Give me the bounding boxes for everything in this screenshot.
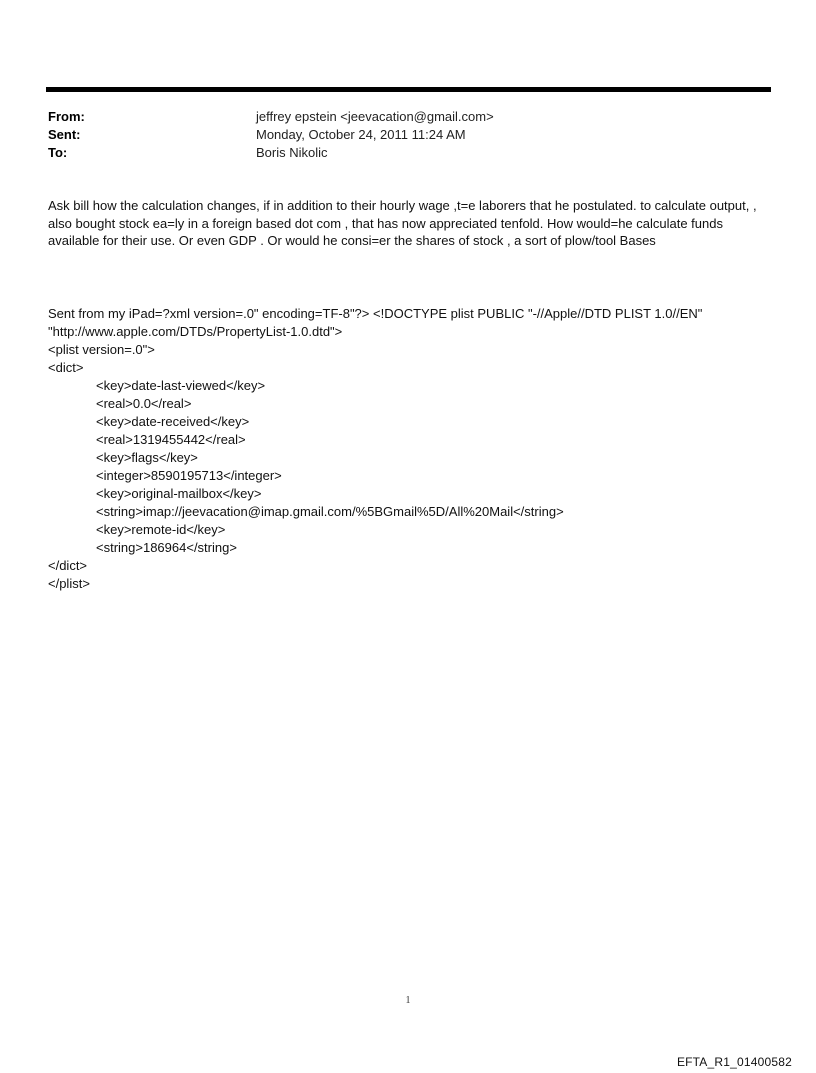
sent-value: Monday, October 24, 2011 11:24 AM	[256, 127, 466, 142]
email-body: Ask bill how the calculation changes, if in addition to their hourly wage ,t=e laborers that he postulated. to calculate output, , also bought stock ea=ly in a foreign based dot com , that has now appreciated tenfold. How would=he calculate funds available for their use. Or even GDP . Or would he consi=er the shares of stock , a sort of plow/tool Bases	[48, 198, 757, 248]
plist-line: <integer>8590195713</integer>	[96, 468, 282, 483]
from-value: jeffrey epstein <jeevacation@gmail.com>	[256, 109, 494, 124]
plist-line: <plist version=.0">	[48, 342, 155, 357]
plist-line: "http://www.apple.com/DTDs/PropertyList-1.0.dtd">	[48, 324, 343, 339]
plist-line: <string>186964</string>	[96, 540, 237, 555]
to-row	[48, 144, 768, 162]
plist-line: <string>imap://jeevacation@imap.gmail.com/%5BGmail%5D/All%20Mail</string>	[96, 504, 564, 519]
page-number: 1	[405, 995, 411, 1006]
plist-line: <dict>	[48, 360, 84, 375]
plist-line: Sent from my iPad=?xml version=.0" encoding=TF-8"?> <!DOCTYPE plist PUBLIC "-//Apple//DTD PLIST 1.0//EN"	[48, 306, 703, 321]
document-id: EFTA_R1_01400582	[676, 1055, 792, 1069]
plist-line: <key>date-last-viewed</key>	[96, 378, 266, 393]
plist-line: <real>0.0</real>	[96, 396, 192, 411]
email-header	[48, 108, 768, 162]
from-label: From:	[48, 109, 85, 124]
to-label: To:	[48, 145, 68, 160]
plist-line: </plist>	[48, 576, 90, 591]
plist-line: <key>flags</key>	[96, 450, 198, 465]
sent-row	[48, 126, 768, 144]
plist-line: <key>original-mailbox</key>	[96, 486, 262, 501]
plist-line: </dict>	[48, 558, 88, 573]
top-divider	[46, 87, 771, 92]
to-value: Boris Nikolic	[256, 145, 328, 160]
plist-line: <real>1319455442</real>	[96, 432, 246, 447]
from-row	[48, 108, 768, 126]
plist-block	[48, 305, 773, 593]
sent-label: Sent:	[48, 127, 81, 142]
plist-line: <key>date-received</key>	[96, 414, 250, 429]
plist-line: <key>remote-id</key>	[96, 522, 226, 537]
